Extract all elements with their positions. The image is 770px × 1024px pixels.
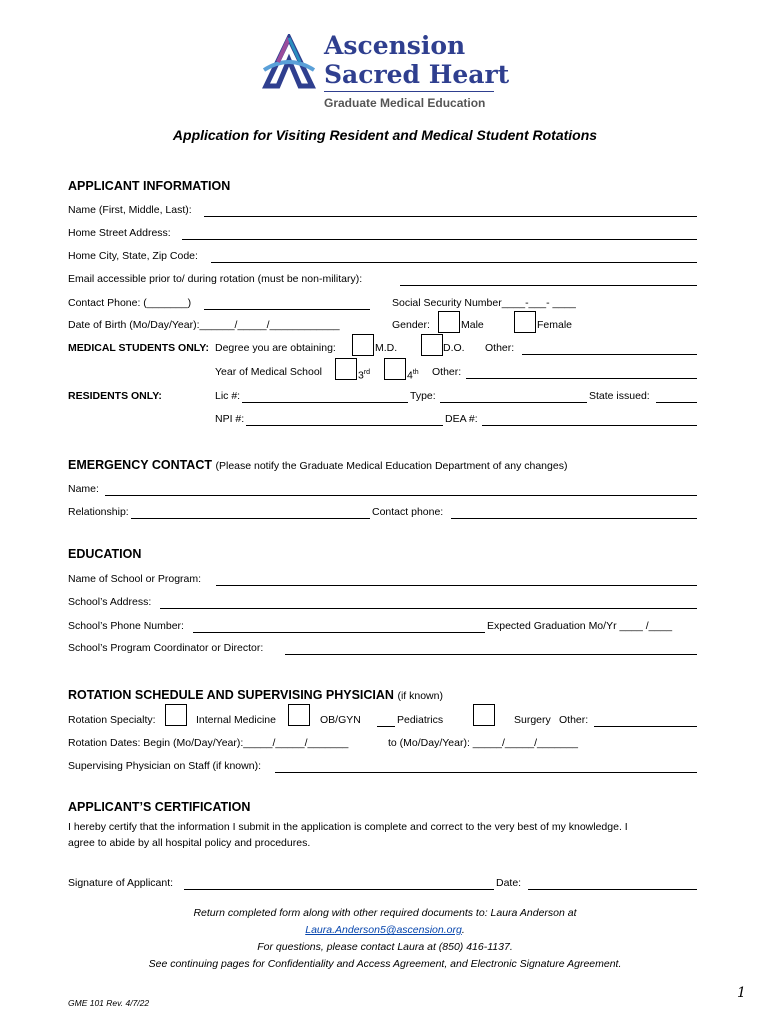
email-line (0, 924, 770, 936)
type-field[interactable] (440, 390, 587, 403)
female-checkbox[interactable] (514, 311, 536, 333)
internal-medicine-checkbox[interactable] (165, 704, 187, 726)
third-year-label (358, 366, 370, 383)
rotation-heading (68, 688, 443, 702)
relationship-label: Relationship: (68, 506, 129, 518)
graduation-label[interactable]: Expected Graduation Mo/Yr ____ /____ (487, 620, 673, 632)
fourth-year-label (407, 366, 419, 383)
third-year-sup: rd (363, 369, 371, 376)
street-label: Home Street Address: (68, 227, 171, 239)
rotation-note: (if known) (397, 690, 443, 702)
pediatrics-label: Pediatrics (397, 714, 444, 726)
department-name: Graduate Medical Education (324, 96, 486, 110)
education-heading: EDUCATION (68, 547, 142, 561)
logo (258, 32, 508, 112)
certification-text-2: agree to abide by all hospital policy and procedures. (68, 837, 311, 849)
name-field[interactable] (204, 204, 697, 217)
school-address-field[interactable] (160, 596, 697, 609)
rotation-end-label[interactable]: to (Mo/Day/Year): _____/_____/_______ (388, 737, 578, 749)
emergency-name-label: Name: (68, 483, 99, 495)
applicant-heading: APPLICANT INFORMATION (68, 179, 231, 193)
org-name-line2: Sacred Heart (324, 60, 510, 89)
surgery-checkbox[interactable] (473, 704, 495, 726)
date-label: Date: (496, 877, 522, 889)
certification-text-1: I hereby certify that the information I submit in the application is complete and correct to the very best of my knowledge. I (68, 821, 628, 833)
contact-phone-field[interactable] (451, 506, 697, 519)
degree-other-label: Other: (485, 342, 515, 354)
md-checkbox[interactable] (352, 334, 374, 356)
coordinator-field[interactable] (285, 642, 697, 655)
male-checkbox[interactable] (438, 311, 460, 333)
specialty-other-label: Other: (559, 714, 589, 726)
degree-label: Degree you are obtaining: (215, 342, 336, 354)
degree-other-field[interactable] (522, 342, 697, 355)
specialty-label: Rotation Specialty: (68, 714, 156, 726)
fourth-year-sup: th (412, 369, 419, 376)
third-year-num: 3 (358, 369, 364, 382)
relationship-field[interactable] (131, 506, 370, 519)
ssn-label[interactable]: Social Security Number____-___- ____ (392, 297, 576, 309)
lic-field[interactable] (242, 390, 408, 403)
emergency-heading (68, 458, 567, 472)
certification-heading: APPLICANT’S CERTIFICATION (68, 800, 251, 814)
rotation-heading-text: ROTATION SCHEDULE AND SUPERVISING PHYSICIAN (68, 688, 394, 702)
phone-label: Contact Phone: (_______) (68, 297, 192, 309)
md-label: M.D. (375, 342, 398, 354)
specialty-other-field[interactable] (594, 714, 697, 727)
coordinator-label: School’s Program Coordinator or Director: (68, 642, 264, 654)
emergency-heading-text: EMERGENCY CONTACT (68, 458, 212, 472)
state-issued-label: State issued: (589, 390, 650, 402)
logo-divider (324, 91, 494, 92)
fourth-year-num: 4 (407, 369, 413, 382)
email-label: Email accessible prior to/ during rotation (must be non-military): (68, 273, 363, 285)
school-address-label: School’s Address: (68, 596, 152, 608)
dea-field[interactable] (482, 413, 697, 426)
signature-label: Signature of Applicant: (68, 877, 174, 889)
year-other-field[interactable] (466, 366, 697, 379)
signature-field[interactable] (184, 877, 494, 890)
pediatrics-field[interactable] (377, 714, 395, 727)
city-field[interactable] (211, 250, 697, 263)
state-issued-field[interactable] (656, 390, 697, 403)
form-title: Application for Visiting Resident and Medical Student Rotations (172, 127, 598, 143)
page-number: 1 (737, 985, 746, 1001)
year-label: Year of Medical School (215, 366, 323, 378)
street-field[interactable] (182, 227, 697, 240)
year-other-label: Other: (432, 366, 462, 378)
phone-field[interactable] (204, 297, 370, 310)
email-field[interactable] (400, 273, 697, 286)
do-checkbox[interactable] (421, 334, 443, 356)
date-field[interactable] (528, 877, 697, 890)
rotation-begin-label[interactable]: Rotation Dates: Begin (Mo/Day/Year):_____/_____/_______ (68, 737, 349, 749)
continuing-pages-note: See continuing pages for Confidentiality and Access Agreement, and Electronic Signature Agreement. (148, 958, 622, 970)
npi-label: NPI #: (215, 413, 245, 425)
male-label: Male (461, 319, 484, 331)
school-label: Name of School or Program: (68, 573, 202, 585)
email-tail: . (461, 924, 465, 936)
form-id: GME 101 Rev. 4/7/22 (68, 998, 150, 1008)
residents-label: RESIDENTS ONLY: (68, 390, 162, 402)
dob-label[interactable]: Date of Birth (Mo/Day/Year):______/_____/____________ (68, 319, 340, 331)
fourth-year-checkbox[interactable] (384, 358, 406, 380)
obgyn-checkbox[interactable] (288, 704, 310, 726)
city-label: Home City, State, Zip Code: (68, 250, 198, 262)
org-name-line1: Ascension (324, 31, 466, 60)
surgery-label: Surgery (514, 714, 551, 726)
lic-label: Lic #: (215, 390, 241, 402)
female-label: Female (537, 319, 573, 331)
contact-email-link[interactable]: Laura.Anderson5@ascension.org (305, 924, 462, 936)
internal-medicine-label: Internal Medicine (196, 714, 276, 726)
name-label: Name (First, Middle, Last): (68, 204, 192, 216)
emergency-note: (Please notify the Graduate Medical Education Department of any changes) (215, 460, 568, 472)
npi-field[interactable] (246, 413, 443, 426)
obgyn-label: OB/GYN (320, 714, 361, 726)
return-instructions: Return completed form along with other required documents to: Laura Anderson at (193, 907, 577, 919)
third-year-checkbox[interactable] (335, 358, 357, 380)
do-label: D.O. (443, 342, 465, 354)
supervisor-label: Supervising Physician on Staff (if known): (68, 760, 261, 772)
med-students-label: MEDICAL STUDENTS ONLY: (68, 342, 209, 354)
school-phone-label: School’s Phone Number: (68, 620, 184, 632)
gender-label: Gender: (392, 319, 430, 331)
emergency-name-field[interactable] (105, 483, 697, 496)
dea-label: DEA #: (445, 413, 478, 425)
ascension-logo-icon (258, 34, 320, 94)
contact-phone-label: Contact phone: (372, 506, 444, 518)
questions-line: For questions, please contact Laura at (850) 416-1137. (257, 941, 513, 953)
school-phone-field[interactable] (193, 620, 485, 633)
type-label: Type: (410, 390, 436, 402)
school-field[interactable] (216, 573, 697, 586)
supervisor-field[interactable] (275, 760, 697, 773)
